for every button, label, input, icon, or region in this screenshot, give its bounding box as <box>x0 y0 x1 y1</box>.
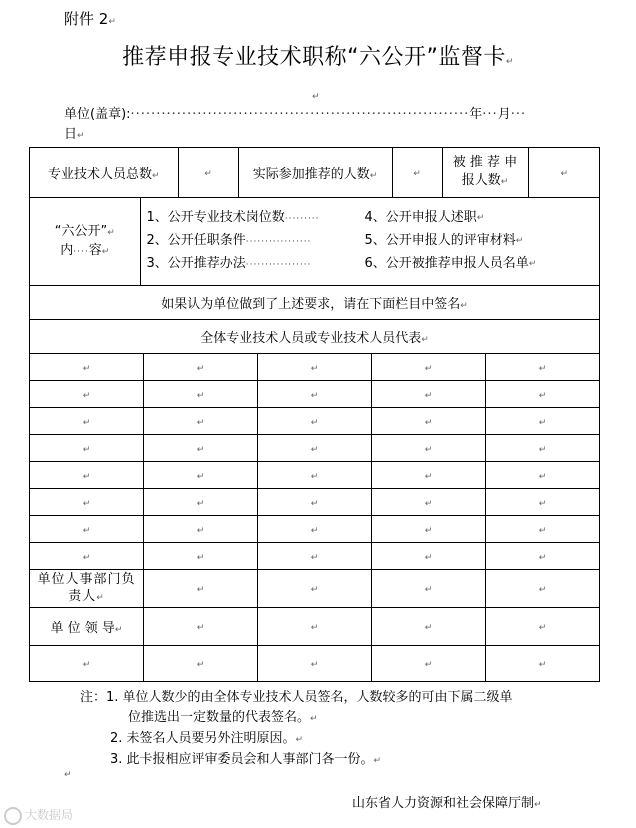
signature-cell[interactable]: ↵ <box>30 646 144 682</box>
unit-seal-line: 单位(盖章):··································································年···月··· 日↵ <box>64 107 527 142</box>
signature-cell[interactable]: ↵ <box>372 570 486 608</box>
signature-cell[interactable]: ↵ <box>144 381 258 408</box>
signature-cell[interactable]: ↵ <box>486 608 600 646</box>
return-mark: ↵ <box>312 92 320 102</box>
signature-cell[interactable]: ↵ <box>144 646 258 682</box>
unit-label: 单位(盖章): <box>64 107 131 122</box>
signature-cell[interactable]: ↵ <box>30 543 144 570</box>
signature-cell[interactable]: ↵ <box>258 543 372 570</box>
signature-cell[interactable]: ↵ <box>372 462 486 489</box>
issuer-label: 山东省人力资源和社会保障厅制↵ <box>352 796 542 811</box>
recommended-applicants-value[interactable]: ↵ <box>560 169 569 179</box>
recommended-applicants-label: 被 推 荐 申报人数↵ <box>442 148 528 197</box>
return-mark: ↵ <box>64 770 72 780</box>
signature-cell[interactable]: ↵ <box>372 646 486 682</box>
note-1b: 位推选出一定数量的代表签名。 <box>128 710 311 725</box>
signature-cell[interactable]: ↵ <box>144 408 258 435</box>
signature-cell[interactable]: ↵ <box>486 354 600 381</box>
signature-cell[interactable]: ↵ <box>144 489 258 516</box>
six-item-6: 6、公开被推荐申报人员名单 <box>364 256 529 271</box>
signature-cell[interactable]: ↵ <box>372 516 486 543</box>
six-item-5: 5、公开申报人的评审材料 <box>364 233 516 248</box>
hr-head-row <box>30 570 600 608</box>
signature-cell[interactable]: ↵ <box>258 462 372 489</box>
signature-row <box>30 516 600 543</box>
signature-cell[interactable]: ↵ <box>258 435 372 462</box>
signature-cell[interactable]: ↵ <box>258 646 372 682</box>
six-item-1: 1、公开专业技术岗位数 <box>146 210 285 225</box>
unit-leader-row <box>30 608 600 646</box>
sign-instruction: 如果认为单位做到了上述要求，请在下面栏目中签名↵ <box>30 286 600 320</box>
actual-participants-label: 实际参加推荐的人数↵ <box>238 148 392 197</box>
signature-cell[interactable]: ↵ <box>144 516 258 543</box>
signature-cell[interactable]: ↵ <box>486 408 600 435</box>
six-public-label: “六公开”↵ 内····容↵ <box>30 198 140 285</box>
notes-block: 注：1. 单位人数少的由全体专业技术人员签名，人数较多的可由下属二级单 位推选出一定数量的代表签名。↵ 2. 未签名人员要另外注明原因。↵ 3. 此卡报相应评审委员会和人事部门各一份。↵ <box>80 690 513 767</box>
signature-cell[interactable]: ↵ <box>372 354 486 381</box>
signature-cell[interactable]: ↵ <box>486 570 600 608</box>
signature-cell[interactable]: ↵ <box>258 516 372 543</box>
sign-header: 全体专业技术人员或专业技术人员代表↵ <box>30 320 600 354</box>
signature-row <box>30 489 600 516</box>
attachment-label: 附件 2↵ <box>64 10 116 28</box>
signature-cell[interactable]: ↵ <box>372 543 486 570</box>
six-item-2: 2、公开任职条件 <box>146 233 246 248</box>
signature-cell[interactable]: ↵ <box>258 381 372 408</box>
notes-prefix: 注： <box>80 690 107 705</box>
signature-cell[interactable]: ↵ <box>372 435 486 462</box>
signature-cell[interactable]: ↵ <box>486 381 600 408</box>
signature-cell[interactable]: ↵ <box>258 408 372 435</box>
signature-cell[interactable]: ↵ <box>144 462 258 489</box>
note-1a: 1. 单位人数少的由全体专业技术人员签名，人数较多的可由下属二级单 <box>106 690 513 705</box>
six-item-3: 3、公开推荐办法 <box>146 256 246 271</box>
signature-row <box>30 381 600 408</box>
signature-cell[interactable]: ↵ <box>30 381 144 408</box>
total-staff-label: 专业技术人员总数↵ <box>30 148 178 197</box>
signature-row <box>30 462 600 489</box>
signature-cell[interactable]: ↵ <box>30 354 144 381</box>
signature-cell[interactable]: ↵ <box>30 489 144 516</box>
signature-cell[interactable]: ↵ <box>144 354 258 381</box>
signature-cell[interactable]: ↵ <box>30 408 144 435</box>
page-title: 推荐申报专业技术职称“六公开”监督卡↵ <box>122 45 514 70</box>
signature-cell[interactable]: ↵ <box>144 570 258 608</box>
signature-cell[interactable]: ↵ <box>30 435 144 462</box>
signature-cell[interactable]: ↵ <box>486 489 600 516</box>
signature-cell[interactable]: ↵ <box>258 354 372 381</box>
six-item-4: 4、公开申报人述职 <box>364 210 477 225</box>
signature-cell[interactable]: ↵ <box>30 516 144 543</box>
hr-head-label: 单位人事部门负责人↵ <box>30 570 144 608</box>
signature-cell[interactable]: ↵ <box>486 462 600 489</box>
six-public-items: 1、公开专业技术岗位数········· 4、公开申报人述职 ↵ 2、公开任职条件················· 5、公开申报人的评审材料 ↵ 3、公开推荐办法················· 6、公开被推荐申报人员名单 ↵ <box>140 198 599 285</box>
signature-row <box>30 354 600 381</box>
signature-cell[interactable]: ↵ <box>486 646 600 682</box>
signature-row <box>30 543 600 570</box>
total-staff-value[interactable]: ↵ <box>178 148 238 197</box>
unit-leader-label: 单 位 领 导↵ <box>30 608 144 646</box>
watermark-logo-icon <box>4 807 22 825</box>
summary-row <box>30 148 600 198</box>
signature-cell[interactable]: ↵ <box>258 489 372 516</box>
signature-row <box>30 408 600 435</box>
signature-cell[interactable]: ↵ <box>486 516 600 543</box>
watermark: 大数据局 <box>4 806 73 825</box>
signature-row <box>30 435 600 462</box>
signature-cell[interactable]: ↵ <box>144 543 258 570</box>
signature-cell[interactable]: ↵ <box>372 489 486 516</box>
signature-cell[interactable]: ↵ <box>372 608 486 646</box>
month-label: 月 <box>497 107 511 122</box>
actual-participants-value[interactable]: ↵ <box>392 148 442 197</box>
day-label: 日 <box>64 127 78 142</box>
signature-cell[interactable]: ↵ <box>486 543 600 570</box>
note-2: 2. 未签名人员要另外注明原因。 <box>110 731 296 746</box>
year-label: 年 <box>469 107 483 122</box>
signature-cell[interactable]: ↵ <box>486 435 600 462</box>
signature-cell[interactable]: ↵ <box>258 608 372 646</box>
signature-cell[interactable]: ↵ <box>372 381 486 408</box>
supervision-card-table <box>29 147 600 682</box>
note-3: 3. 此卡报相应评审委员会和人事部门各一份。 <box>110 752 374 767</box>
signature-cell[interactable]: ↵ <box>258 570 372 608</box>
signature-cell[interactable]: ↵ <box>144 435 258 462</box>
signature-cell[interactable]: ↵ <box>144 608 258 646</box>
signature-cell[interactable]: ↵ <box>30 462 144 489</box>
extra-row <box>30 646 600 682</box>
six-public-row <box>30 198 600 286</box>
signature-cell[interactable]: ↵ <box>372 408 486 435</box>
